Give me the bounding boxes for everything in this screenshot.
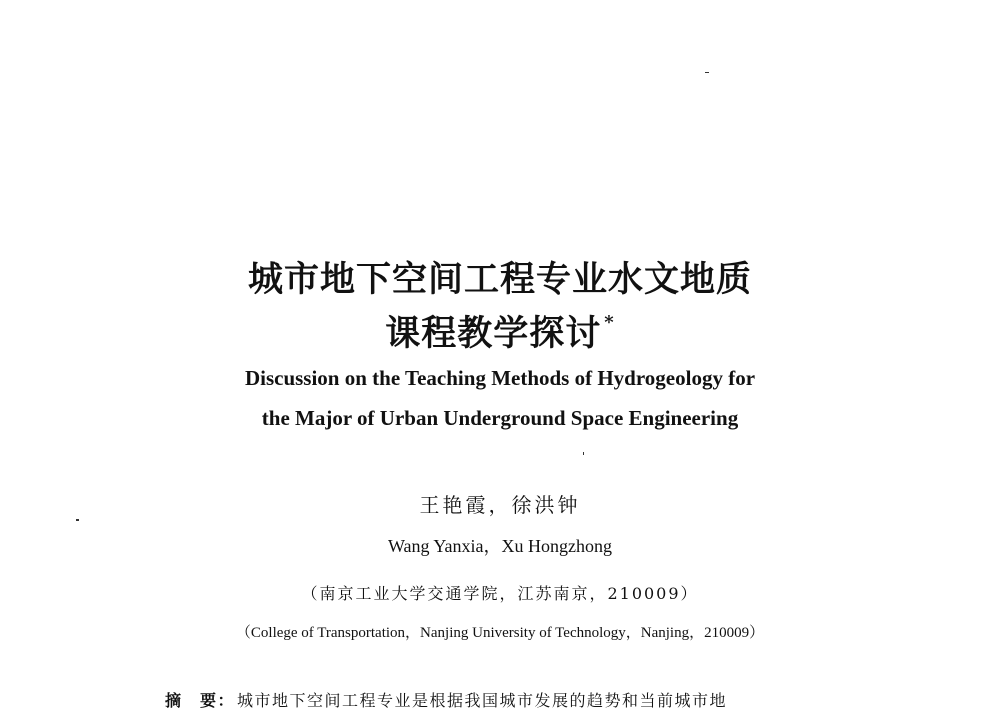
chinese-title-text: 城市地下空间工程专业水文地质 [247,259,752,300]
abstract-label: 摘 要： [165,691,236,710]
english-title-line-2: the Major of Urban Underground Space Engineering [261,406,739,430]
chinese-title-line-2 [0,306,1000,356]
chinese-title-line-1 [0,252,1000,302]
abstract-text: 城市地下空间工程专业是根据我国城市发展的趋势和当前城市地 [237,691,728,710]
authors-chinese: 王艳霞，徐洪钟 [419,493,581,517]
abstract [165,688,727,711]
authors-english: Wang Yanxia，Xu Hongzhong [387,536,613,556]
affiliation-english: （College of Transportation，Nanjing University of Technology，Nanjing，210009） [235,625,765,641]
scan-speck [76,519,79,521]
chinese-title-text: 课程教学探讨 [385,313,602,354]
scan-speck [583,452,584,455]
scan-speck [705,72,709,73]
footnote-mark: * [604,312,615,334]
english-title-line-1: Discussion on the Teaching Methods of Hydrogeology for [244,366,756,390]
affiliation-chinese: （南京工业大学交通学院，江苏南京，210009） [301,584,699,603]
